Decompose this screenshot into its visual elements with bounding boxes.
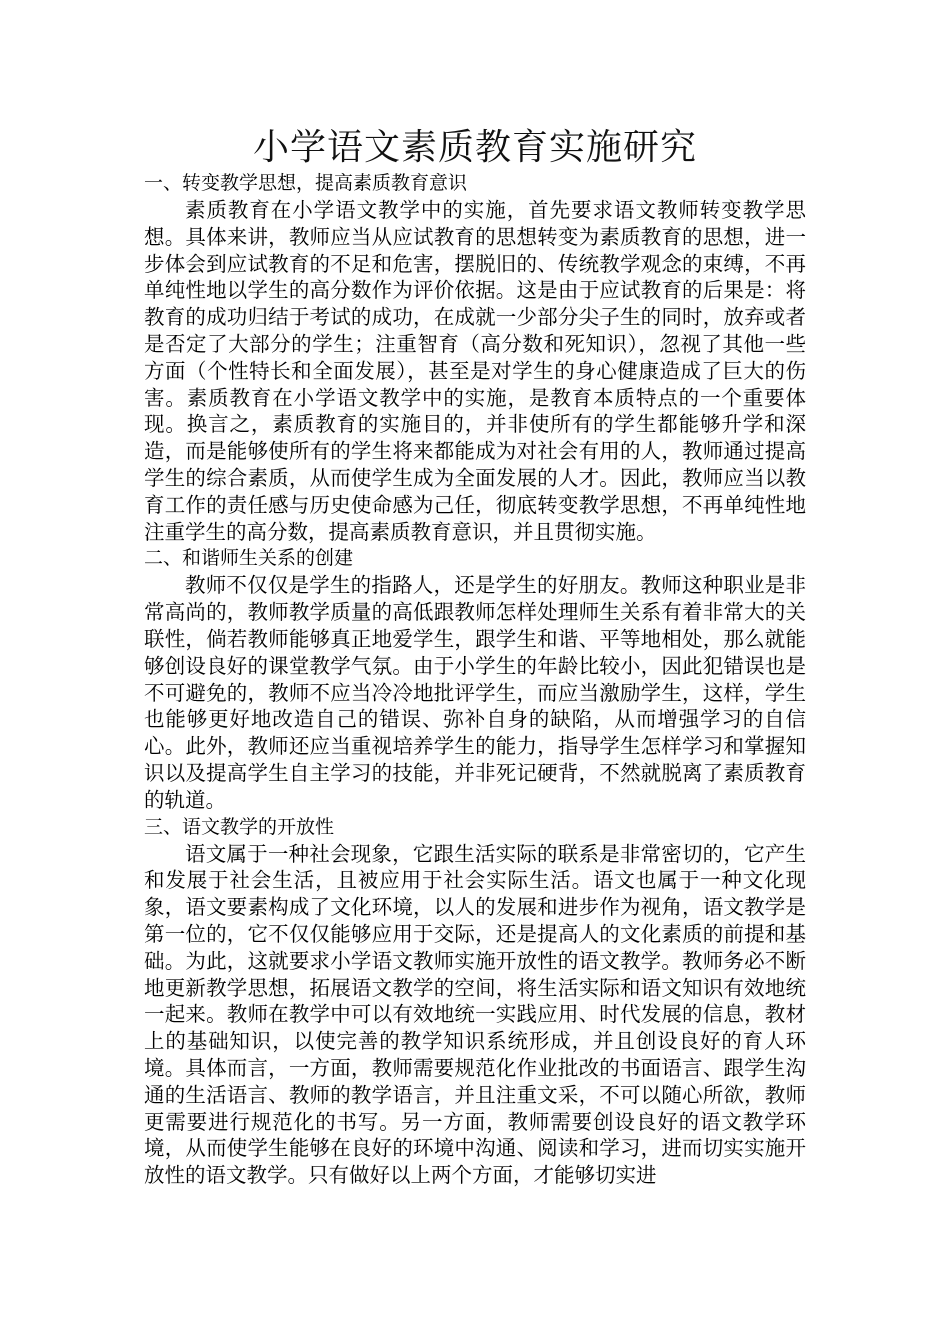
section-heading: 二、和谐师生关系的创建 — [144, 547, 354, 570]
document-title: 小学语文素质教育实施研究 — [252, 127, 697, 168]
section-1 — [144, 170, 806, 545]
section-paragraph: 素质教育在小学语文教学中的实施，首先要求语文教师转变教学思想。具体来讲，教师应当从应试教育的思想转变为素质教育的思想，进一步体会到应试教育的不足和危害，摆脱旧的、传统教学观念的束缚，不再单纯性地以学生的高分数作为评价依据。这是由于应试教育的后果是：将教育的成功归结于考试的成功，在成就一少部分尖子生的同时，放弃或者是否定了大部分的学生；注重智育（高分数和死知识），忽视了其他一些方面（个性特长和全面发展），甚至是对学生的身心健康造成了巨大的伤害。素质教育在小学语文教学中的实施，是教育本质特点的一个重要体现。换言之，素质教育的实施目的，并非使所有的学生都能够升学和深造，而是能够使所有的学生将来都能成为对社会有用的人，教师通过提高学生的综合素质，从而使学生成为全面发展的人才。因此，教师应当以教育工作的责任感与历史使命感为己任，彻底转变教学思想，不再单纯性地注重学生的高分数，提高素质教育意识，并且贯彻实施。 — [144, 198, 806, 544]
document-page — [144, 126, 806, 1189]
section-paragraph: 语文属于一种社会现象，它跟生活实际的联系是非常密切的，它产生和发展于社会生活，且被应用于社会实际生活。语文也属于一种文化现象，语文要素构成了文化环境，以人的发展和进步作为视角，语文教学是第一位的，它不仅仅能够应用于交际，还是提高人的文化素质的前提和基础。为此，这就要求小学语文教师实施开放性的语文教学。教师务必不断地更新教学思想，拓展语文教学的空间，将生活实际和语文知识有效地统一起来。教师在教学中可以有效地统一实践应用、时代发展的信息，教材上的基础知识，以使完善的教学知识系统形成，并且创设良好的育人环境。具体而言，一方面，教师需要规范化作业批改的书面语言、跟学生沟通的生活语言、教师的教学语言，并且注重文采，不可以随心所欲，教师更需要进行规范化的书写。另一方面，教师需要创设良好的语文教学环境，从而使学生能够在良好的环境中沟通、阅读和学习，进而切实实施开放性的语文教学。只有做好以上两个方面，才能够切实进 — [144, 841, 806, 1188]
section-heading: 三、语文教学的开放性 — [144, 815, 335, 838]
section-2 — [144, 545, 806, 813]
section-paragraph: 教师不仅仅是学生的指路人，还是学生的好朋友。教师这种职业是非常高尚的，教师教学质量的高低跟教师怎样处理师生关系有着非常大的关联性，倘若教师能够真正地爱学生，跟学生和谐、平等地相处，那么就能够创设良好的课堂教学气氛。由于小学生的年龄比较小，因此犯错误也是不可避免的，教师不应当冷冷地批评学生，而应当激励学生，这样，学生也能够更好地改造自己的错误、弥补自身的缺陷，从而增强学习的自信心。此外，教师还应当重视培养学生的能力，指导学生怎样学习和掌握知识以及提高学生自主学习的技能，并非死记硬背，不然就脱离了素质教育的轨道。 — [144, 573, 806, 812]
section-heading: 一、转变教学思想，提高素质教育意识 — [144, 172, 468, 194]
section-3 — [144, 814, 806, 1189]
